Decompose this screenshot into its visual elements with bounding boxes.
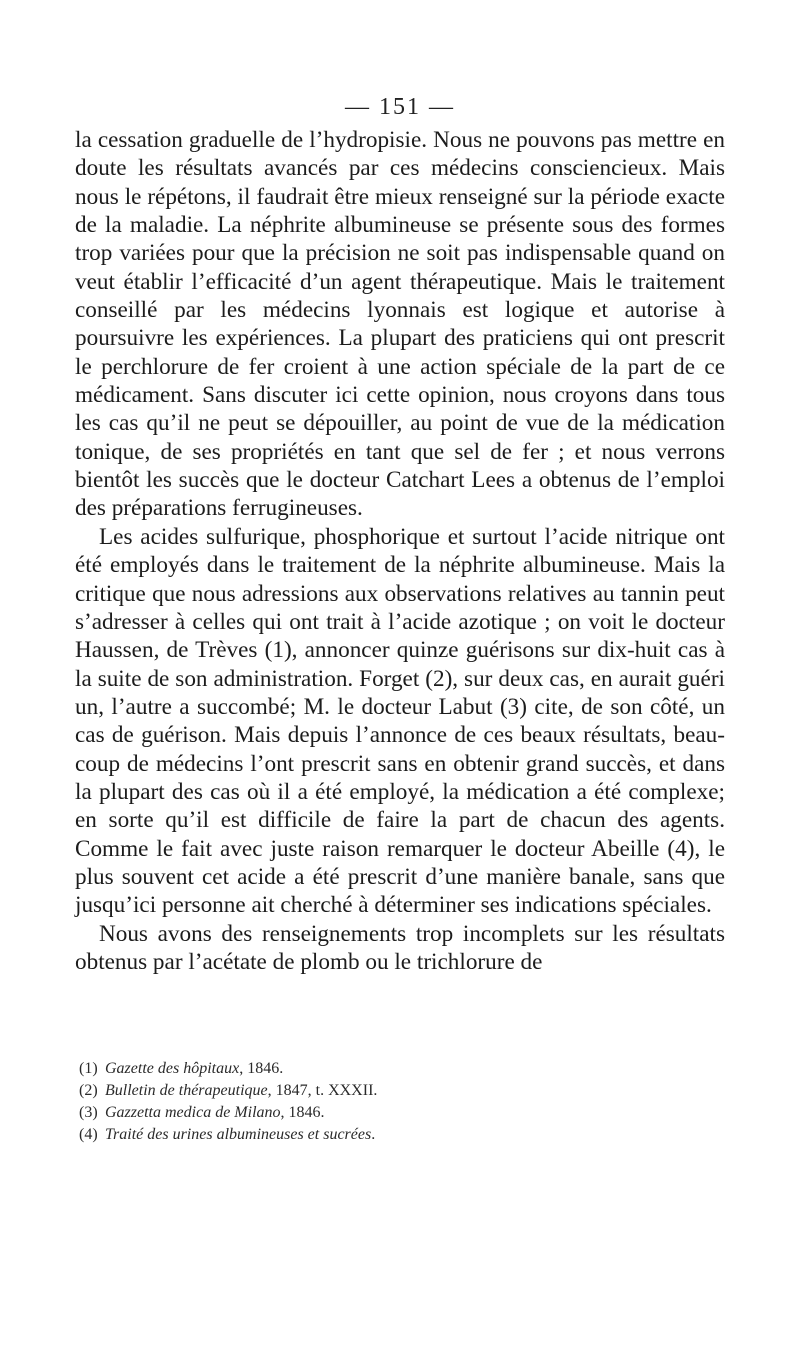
footnote-details: , 1846. (280, 1104, 325, 1121)
footnote-3 (79, 1102, 729, 1124)
footnote-number: (1) (79, 1060, 98, 1077)
footnote-number: (4) (79, 1126, 98, 1143)
page-number: — 151 — (345, 94, 455, 120)
footnote-title: Bulletin de thérapeutique (105, 1082, 268, 1099)
paragraph-1: la cessation graduelle de l’hydropisie. Nous ne pouvons pas mettre en doute les résultats avancés par ces médecins consciencieux. Mais nous le répétons, il faudrait être mieux renseigné sur la période exacte de la maladie. La néphrite albumineuse se présente sous des formes trop variées pour que la précision ne soit pas indispensable quand on veut établir l’efficacité d’un agent thérapeutique. Mais le traitement conseillé par les médecins lyonnais est logique et autorise à poursuivre les expériences. La plupart des praticiens qui ont prescrit le perchlorure de fer croient à une action spéciale de la part de ce médicament. Sans discuter ici cette opinion, nous croyons dans tous les cas qu’il ne peut se dépouiller, au point de vue de la médication tonique, de ses propriétés en tant que sel de fer ; et nous verrons bientôt les succès que le docteur Catchart Lees a obtenus de l’emploi des préparations ferrugineuses. (75, 127, 725, 522)
footnote-1 (79, 1058, 729, 1080)
footnote-title: Gazzetta medica de Milano (105, 1104, 281, 1121)
footnotes (79, 1058, 729, 1146)
paragraph-3: Nous avons des renseignements trop incomplets sur les résultats obtenus par l’acétate de plomb ou le trichlorure de (75, 920, 725, 975)
footnote-title: Gazette des hôpitaux (105, 1060, 240, 1077)
footnote-4 (79, 1124, 729, 1146)
footnote-number: (2) (79, 1082, 98, 1099)
footnote-details: , 1847, t. XXXII. (267, 1082, 378, 1099)
footnote-title: Traité des urines albumineuses et sucrées (105, 1126, 372, 1143)
footnote-details: . (371, 1126, 376, 1143)
footnote-details: , 1846. (239, 1060, 284, 1077)
body-text (75, 126, 725, 976)
footnote-number: (3) (79, 1104, 98, 1121)
footnote-2 (79, 1080, 729, 1102)
paragraph-2: Les acides sulfurique, phosphorique et surtout l’acide nitrique ont été employés dans le traitement de la néphrite albumineuse. Mais la critique que nous adressions aux observations relatives au tannin peut s’adresser à celles qui ont trait à l’acide azotique ; on voit le docteur Haussen, de Trèves (1), annoncer quinze guérisons sur dix-huit cas à la suite de son administration. Forget (2), sur deux cas, en aurait guéri un, l’autre a succombé; M. le docteur Labut (3) cite, de son côté, un cas de guérison. Mais depuis l’annonce de ces beaux résultats, beaucoup de médecins l’ont prescrit sans en obtenir grand succès, et dans la plupart des cas où il a été employé, la médication a été complexe; en sorte qu’il est difficile de faire la part de chacun des agents. Comme le fait avec juste raison remarquer le docteur Abeille (4), le plus souvent cet acide a été prescrit d’une manière banale, sans que jusqu’ici personne ait cherché à déterminer ses indications spéciales. (75, 523, 725, 919)
